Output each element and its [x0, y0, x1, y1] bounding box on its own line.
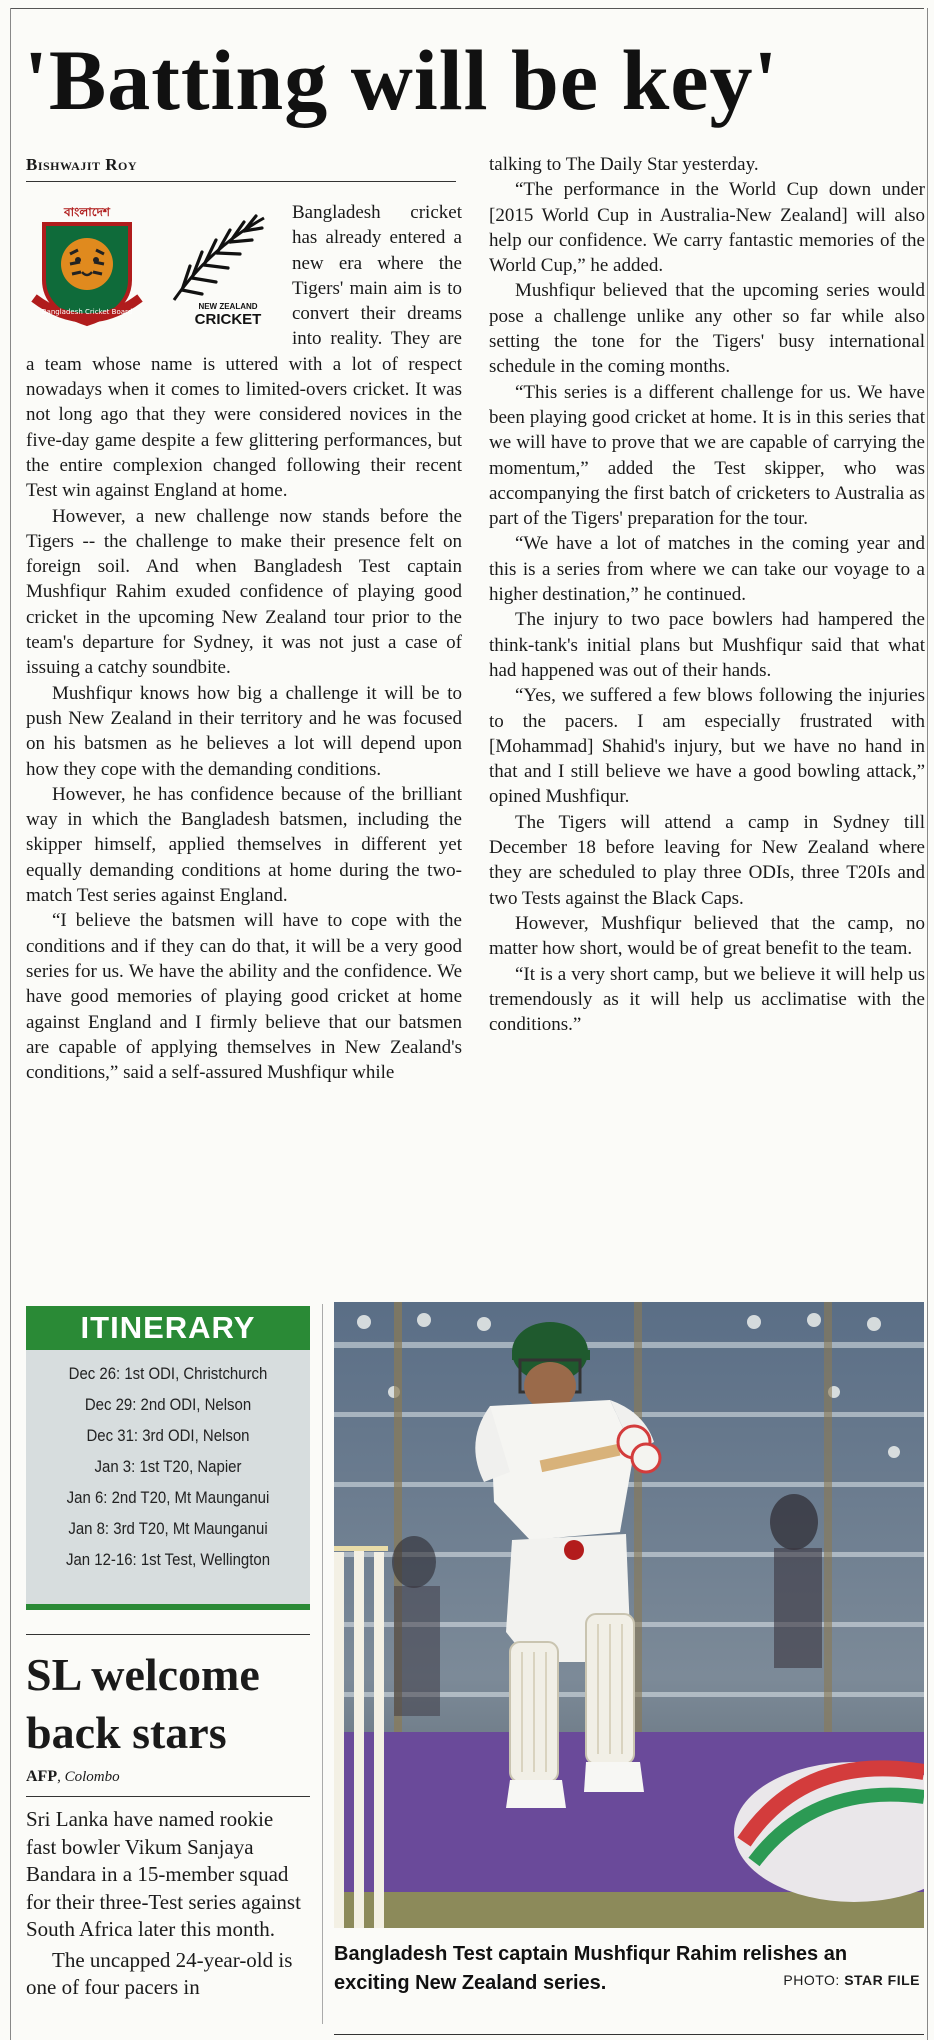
article-paragraph: The injury to two pace bowlers had hampered the think-tank's initial plans but Mushfiqur said that what had happened was out of their hands. — [489, 609, 925, 681]
sidebar-paragraph: The uncapped 24-year-old is one of four pacers in — [26, 1947, 293, 1999]
article-paragraph: The Tigers will attend a camp in Sydney till December 18 before leaving for New Zealand where they are scheduled to play three ODIs, three T20Is and two Tests against the Black Caps. — [489, 811, 925, 909]
sidebar-headline: SL welcome back stars — [26, 1649, 260, 1758]
nz-logo-text-2: CRICKET — [194, 311, 262, 326]
article-paragraph: However, he has confidence because of the brilliant way in which the Bangladesh batsmen, including the skipper himself, applied themselves in different yet equally demanding conditions at home during the two-match Test series against England. — [26, 783, 462, 907]
article-column-2 — [489, 152, 925, 1037]
itinerary-item: Jan 8: 3rd T20, Mt Maunganui — [68, 1519, 268, 1538]
article-paragraph: “It is a very short camp, but we believe it will help us tremendously as it will help us acclimatise with the conditions.” — [489, 963, 925, 1036]
article-paragraph: However, Mushfiqur believed that the camp, no matter how short, would be of great benefit to the team. — [489, 912, 925, 960]
nz-logo-text-1: NEW ZEALAND — [198, 302, 258, 311]
article-paragraph: “This series is a different challenge for us. We have been playing good cricket at home. It is in this series that we will have to prove that we are capable of carrying the momentum,” added the Test skipper, who was accompanying the first batch of cricketers to Australia as part of the Tigers' preparation for the tour. — [489, 381, 925, 530]
sidebar-location: Colombo — [64, 1769, 120, 1785]
bangladesh-cricket-logo — [26, 202, 148, 330]
article-paragraph: However, a new challenge now stands before the Tigers -- the challenge to make their presence felt on foreign soil. And when Bangladesh Test captain Mushfiqur Rahim exuded confidence of playing good cricket in the upcoming New Zealand tour prior to the team's departure for Sydney, it was not just a case of issuing a catchy soundbite. — [26, 505, 462, 679]
itinerary-item: Dec 26: 1st ODI, Christchurch — [68, 1364, 268, 1383]
article-paragraph: Mushfiqur believed that the upcoming series would pose a challenge unlike any other so far while also setting the tone for the Tigers' busy international schedule in the coming months. — [489, 280, 925, 378]
article-paragraph: Bangladesh cricket has already entered a new era where the Tigers' main aim is to convert their dreams into reality. They are a team whose name is uttered with a lot of respect nowadays when it comes to limited-overs cricket. It was not long ago that they were considered novices in the five-day game despite a few glittering performances, but the entire complexion changed following their recent Test win against England at home. — [26, 202, 462, 502]
article-paragraph: Mushfiqur knows how big a challenge it will be to push New Zealand in their territory and he was focused on his batsmen as he believes a lot will depend upon how they cope with the demanding conditions. — [26, 682, 462, 780]
new-zealand-cricket-logo — [160, 208, 278, 326]
bottom-rule — [334, 2034, 924, 2035]
sidebar-rule — [26, 1634, 310, 1635]
article-continuation: talking to The Daily Star yesterday. — [489, 154, 759, 175]
right-rule — [927, 8, 928, 2040]
sidebar-body — [26, 1806, 308, 2002]
photo-credit-label: PHOTO: — [783, 1972, 840, 1988]
sidebar-byline-rule — [26, 1796, 310, 1797]
sidebar-byline: AFP, Colombo — [26, 1768, 120, 1785]
headline: 'Batting will be key' — [24, 32, 779, 128]
itinerary-title: ITINERARY — [26, 1306, 310, 1350]
bangladesh-logo-ring-text: Bangladesh Cricket Board — [41, 308, 133, 316]
left-rule — [10, 8, 11, 2040]
top-rule — [10, 8, 924, 9]
article-paragraph: “We have a lot of matches in the coming year and this is a series from where we can take our voyage to a higher destination,” he continued. — [489, 533, 925, 606]
stumps — [334, 1546, 388, 1928]
logos — [26, 200, 280, 332]
itinerary-item: Jan 3: 1st T20, Napier — [94, 1457, 242, 1476]
batsman-illustration — [334, 1302, 924, 1928]
sidebar-paragraph: Sri Lanka have named rookie fast bowler Vikum Sanjaya Bandara in a 15-member squad for their three-Test series against South Africa later this month. — [26, 1807, 301, 1941]
byline: Bishwajit Roy — [26, 155, 138, 174]
sidebar-agency: AFP — [26, 1768, 58, 1785]
photo-credit-source: STAR FILE — [844, 1972, 920, 1988]
article-column-1 — [26, 200, 462, 1085]
column-separator — [322, 1304, 323, 2024]
itinerary-bottom-bar — [26, 1604, 310, 1610]
itinerary-item: Dec 31: 3rd ODI, Nelson — [86, 1426, 250, 1445]
bangladesh-logo-text: বাংলাদেশ — [64, 205, 110, 219]
itinerary-box — [26, 1306, 310, 1610]
byline-rule — [26, 181, 456, 182]
article-paragraph: “The performance in the World Cup down under [2015 World Cup in Australia-New Zealand] will also help our confidence. We carry fantastic memories of the World Cup,” he added. — [489, 179, 925, 277]
itinerary-item: Jan 12-16: 1st Test, Wellington — [65, 1550, 271, 1569]
article-paragraph: “Yes, we suffered a few blows following the injuries to the pacers. I am especially frustrated with [Mohammad] Shahid's injury, but we have no hand in that and I still believe we have a good bowling attack,” opined Mushfiqur. — [489, 685, 925, 808]
itinerary-item: Dec 29: 2nd ODI, Nelson — [84, 1395, 252, 1414]
itinerary-list — [26, 1350, 310, 1575]
itinerary-item: Jan 6: 2nd T20, Mt Maunganui — [66, 1488, 270, 1507]
cricket-photo — [334, 1302, 924, 1928]
article-paragraph: “I believe the batsmen will have to cope with the conditions and if they can do that, it will be a very good series for us. We have the ability and the confidence. We have good memories of playing good cricket at home against England and I firmly believe that our batsmen are capable of applying themselves in New Zealand's conditions,” said a self-assured Mushfiqur while — [26, 910, 462, 1084]
photo-caption: Bangladesh Test captain Mushfiqur Rahim relishes an exciting New Zealand series. — [334, 1943, 848, 1994]
photo-credit — [783, 1972, 920, 1988]
